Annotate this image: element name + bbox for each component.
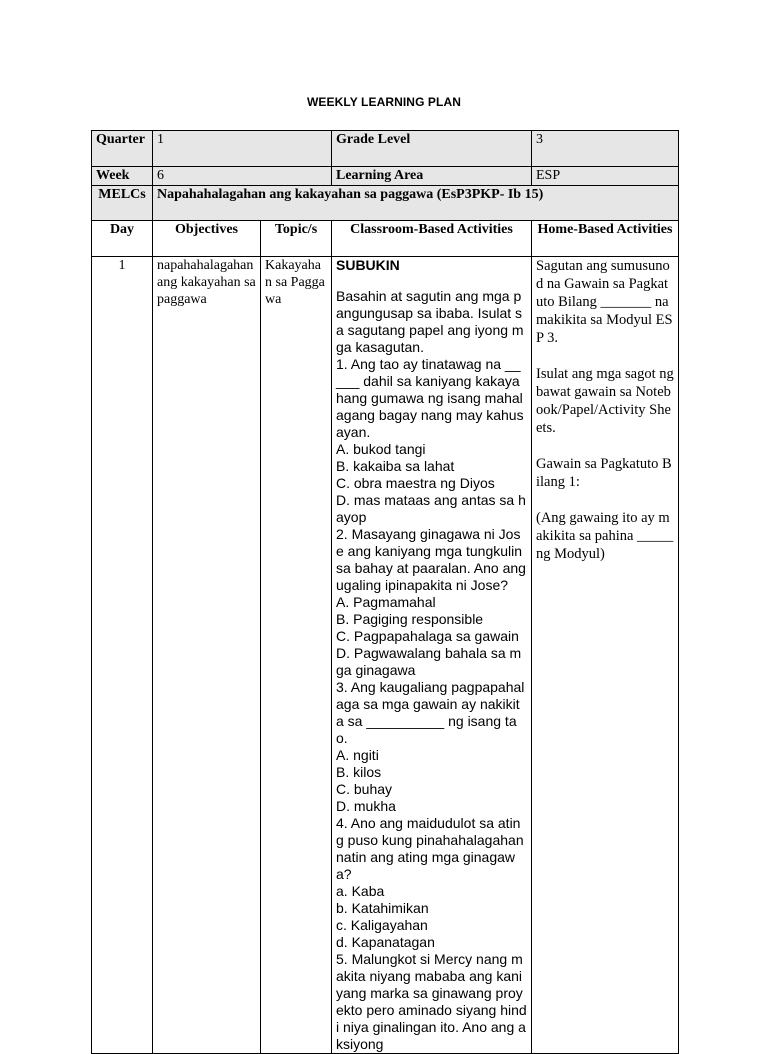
classroom-activity-text <box>336 288 527 1053</box>
day-1-row <box>92 257 679 1054</box>
classroom-activity-line: B. Pagiging responsible <box>336 611 484 627</box>
weekly-plan-table <box>91 130 679 1054</box>
objectives-column-header: Objectives <box>153 221 261 257</box>
classroom-activity-line: D. mukha <box>336 798 396 814</box>
home-activities-column-header: Home-Based Activities <box>532 221 679 257</box>
day-column-header: Day <box>92 221 153 257</box>
day-number-cell: 1 <box>92 257 153 1054</box>
week-value: 6 <box>153 167 332 186</box>
home-activity-paragraph: (Ang gawaing ito ay makikita sa pahina _____ ng Modyul) <box>536 510 674 562</box>
classroom-activity-line: A. ngiti <box>336 747 379 763</box>
quarter-grade-row <box>92 131 679 167</box>
classroom-activity-line: C. Pagpapahalaga sa gawain <box>336 628 519 644</box>
classroom-activities-column-header: Classroom-Based Activities <box>332 221 532 257</box>
classroom-activity-line: D. Pagwawalang bahala sa mga ginagawa <box>336 645 522 678</box>
week-label: Week <box>92 167 153 186</box>
classroom-activity-line: 2. Masayang ginagawa ni Jose ang kaniyang mga tungkulin sa bahay at paaralan. Ano ang ugaling ipinapakita ni Jose? <box>336 526 526 593</box>
classroom-activity-line: b. Katahimikan <box>336 900 429 916</box>
quarter-label: Quarter <box>92 131 153 167</box>
melcs-row <box>92 186 679 221</box>
classroom-activity-line: C. buhay <box>336 781 393 797</box>
grade-level-value: 3 <box>532 131 679 167</box>
subukin-heading: SUBUKIN <box>336 257 400 273</box>
home-activity-text <box>536 257 674 563</box>
classroom-activity-line: B. kilos <box>336 764 382 780</box>
classroom-activities-cell <box>332 257 532 1054</box>
classroom-activity-line: A. Pagmamahal <box>336 594 436 610</box>
classroom-activity-line: D. mas mataas ang antas sa hayop <box>336 492 526 525</box>
classroom-activity-line: C. obra maestra ng Diyos <box>336 475 495 491</box>
home-activity-paragraph: Isulat ang mga sagot ng bawat gawain sa Notebook/Papel/Activity Sheets. <box>536 366 674 436</box>
classroom-activity-line: a. Kaba <box>336 883 385 899</box>
document-title: WEEKLY LEARNING PLAN <box>306 95 461 109</box>
classroom-activity-line: c. Kaligayahan <box>336 917 428 933</box>
column-header-row <box>92 221 679 257</box>
classroom-activity-line: d. Kapanatagan <box>336 934 435 950</box>
topic-cell: Kakayahan sa Paggawa <box>261 257 332 1054</box>
quarter-value: 1 <box>153 131 332 167</box>
melcs-label: MELCs <box>92 186 153 221</box>
classroom-activity-line: B. kakaiba sa lahat <box>336 458 455 474</box>
learning-area-value: ESP <box>532 167 679 186</box>
classroom-activity-line: 1. Ang tao ay tinatawag na _____ dahil sa kaniyang kakayahang gumawa ng isang mahalagang bagay nang may kahusayan. <box>336 356 524 440</box>
classroom-activity-line: Basahin at sagutin ang mga pangungusap sa ibaba. Isulat sa sagutang papel ang iyong mga kasagutan. <box>336 288 524 355</box>
melcs-value: Napahahalagahan ang kakayahan sa paggawa (EsP3PKP- Ib 15) <box>153 186 679 221</box>
topics-column-header: Topic/s <box>261 221 332 257</box>
home-activities-cell <box>532 257 679 1054</box>
classroom-activity-line: 3. Ang kaugaliang pagpapahalaga sa mga gawain ay nakikita sa __________ ng isang tao. <box>336 679 525 746</box>
classroom-activity-line: 5. Malungkot si Mercy nang makita niyang mababa ang kaniyang marka sa ginawang proyekto pero aminado siyang hindi niya ginalingan ito. Ano ang aksiyong <box>336 951 527 1052</box>
classroom-activity-line: A. bukod tangi <box>336 441 426 457</box>
home-activity-paragraph: Gawain sa Pagkatuto Bilang 1: <box>536 456 672 490</box>
home-activity-paragraph: Sagutan ang sumusunod na Gawain sa Pagkatuto Bilang _______ na makikita sa Modyul ESP 3. <box>536 258 673 346</box>
grade-level-label: Grade Level <box>332 131 532 167</box>
objective-cell: napahahalagahan ang kakayahan sa paggawa <box>153 257 261 1054</box>
learning-area-label: Learning Area <box>332 167 532 186</box>
classroom-activity-line: 4. Ano ang maidudulot sa ating puso kung pinahahalagahan natin ang ating mga ginagawa? <box>336 815 524 882</box>
week-area-row <box>92 167 679 186</box>
